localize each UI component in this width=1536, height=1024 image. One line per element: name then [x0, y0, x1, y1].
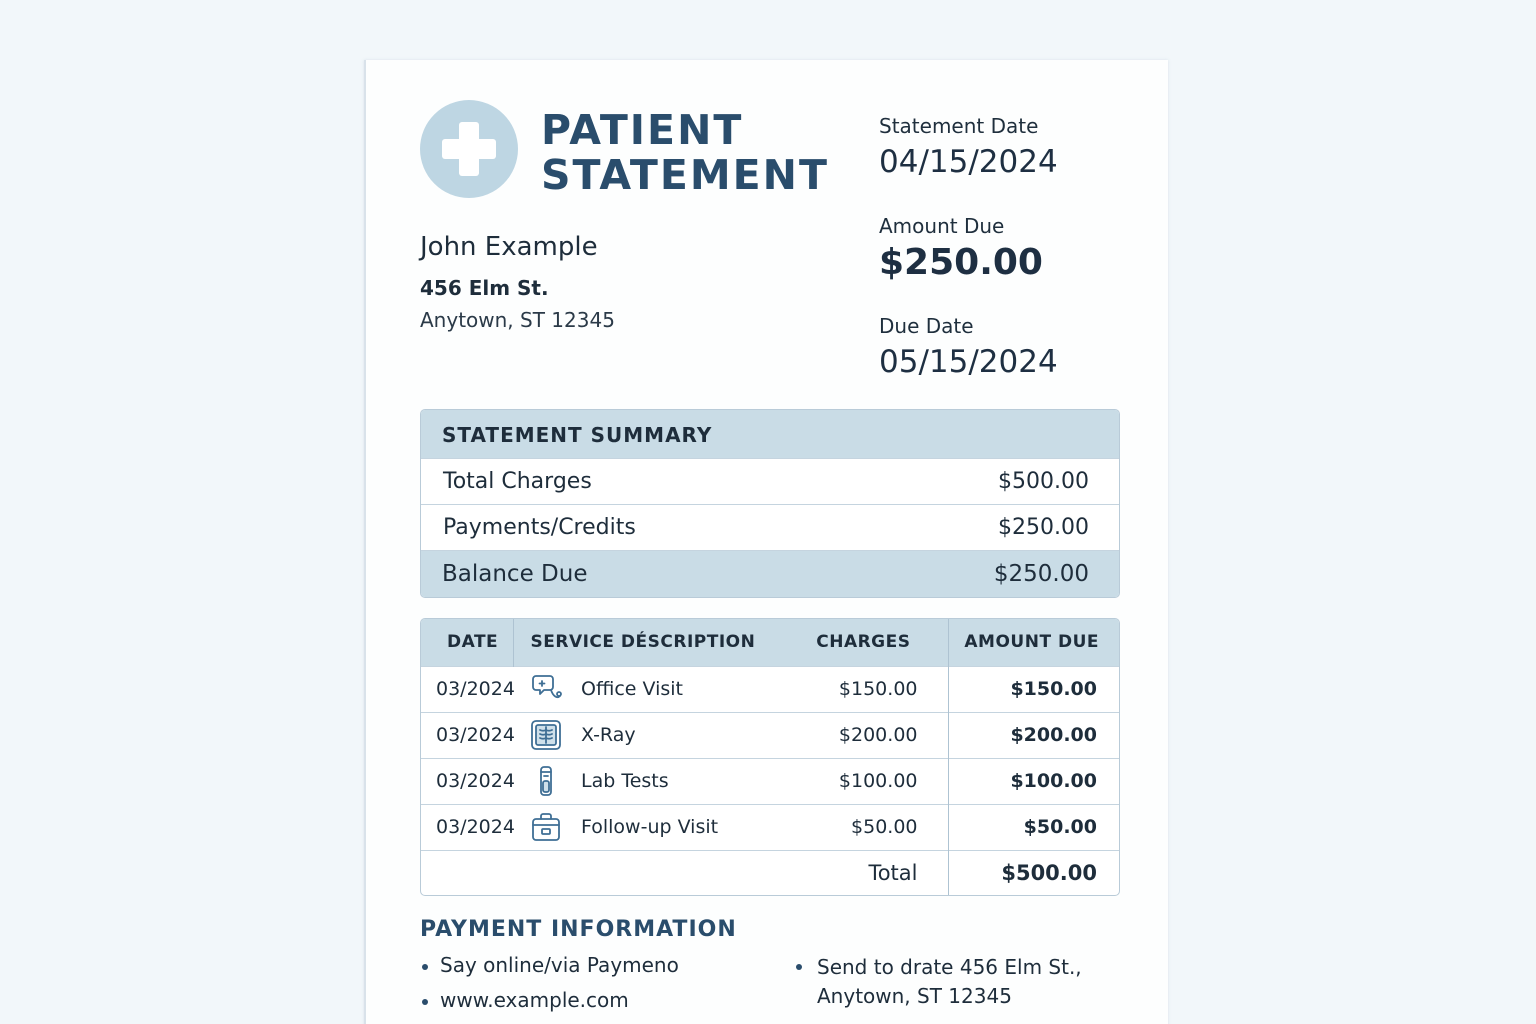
patient-address-line1: 456 Elm St. — [420, 276, 549, 300]
statement-date-label: Statement Date — [879, 114, 1039, 138]
payment-options-list — [420, 953, 679, 1023]
table-row — [421, 666, 1120, 712]
payment-info-heading: PAYMENT INFORMATION — [420, 917, 737, 942]
row-amount-due: $150.00 — [948, 666, 1120, 712]
summary-row-total-charges — [421, 458, 1119, 504]
list-item: Send to drate 456 Elm St., Anytown, ST 12345 — [794, 953, 1124, 1011]
column-header-charges: CHARGES — [793, 619, 948, 666]
row-description: Lab Tests — [581, 770, 669, 792]
patient-address-line2: Anytown, ST 12345 — [420, 308, 615, 332]
title-line-2: STATEMENT — [541, 151, 829, 199]
row-amount-due: $100.00 — [948, 758, 1120, 804]
summary-row-label: Total Charges — [443, 469, 592, 494]
xray-icon — [529, 718, 563, 752]
amount-due-label: Amount Due — [879, 214, 1005, 238]
summary-row-payments — [421, 504, 1119, 550]
amount-due-block — [879, 214, 1043, 283]
statement-date-value: 04/15/2024 — [879, 144, 1058, 180]
amount-due-value: $250.00 — [879, 242, 1043, 283]
row-amount-due: $50.00 — [948, 804, 1120, 850]
test-tube-icon — [529, 764, 563, 798]
column-header-description: SERVICE DÉSCRIPTION — [513, 619, 793, 666]
due-date-value: 05/15/2024 — [879, 344, 1058, 380]
row-date: 03/2024 — [421, 758, 513, 804]
summary-heading: STATEMENT SUMMARY — [421, 410, 1119, 458]
summary-row-balance-due — [421, 550, 1119, 597]
total-value: $500.00 — [948, 850, 1120, 895]
statement-summary — [420, 409, 1120, 598]
total-label: Total — [793, 850, 948, 895]
column-header-date: DATE — [421, 619, 513, 666]
patient-name: John Example — [420, 232, 598, 262]
summary-row-value: $250.00 — [998, 515, 1089, 540]
row-charges: $100.00 — [793, 758, 948, 804]
summary-row-value: $500.00 — [998, 469, 1089, 494]
row-date: 03/2024 — [421, 712, 513, 758]
medical-cross-icon — [420, 100, 518, 198]
table-row — [421, 804, 1120, 850]
row-date: 03/2024 — [421, 804, 513, 850]
summary-row-label: Payments/Credits — [443, 515, 636, 540]
document-title — [541, 108, 829, 198]
row-amount-due: $200.00 — [948, 712, 1120, 758]
column-header-amount-due: AMOUNT DUE — [948, 619, 1120, 666]
row-charges: $200.00 — [793, 712, 948, 758]
balance-due-label: Balance Due — [442, 561, 588, 587]
table-total-row — [421, 850, 1120, 895]
row-description: X-Ray — [581, 724, 636, 746]
list-item: www.example.com — [420, 988, 679, 1023]
row-charges: $150.00 — [793, 666, 948, 712]
table-row — [421, 758, 1120, 804]
due-date-block — [879, 314, 1058, 380]
statement-date-block — [879, 114, 1058, 180]
medical-kit-icon — [529, 810, 563, 844]
table-header-row — [421, 619, 1120, 666]
row-charges: $50.00 — [793, 804, 948, 850]
statement-page — [364, 60, 1168, 1024]
list-item: Say online/via Paymeno — [420, 953, 679, 988]
stethoscope-icon — [529, 672, 563, 706]
balance-due-value: $250.00 — [993, 561, 1089, 587]
row-description: Office Visit — [581, 678, 683, 700]
title-line-1: PATIENT — [541, 106, 744, 154]
charges-table — [420, 618, 1120, 896]
due-date-label: Due Date — [879, 314, 974, 338]
row-description: Follow-up Visit — [581, 816, 719, 838]
table-row — [421, 712, 1120, 758]
mail-payment-list — [794, 953, 1124, 1011]
row-date: 03/2024 — [421, 666, 513, 712]
